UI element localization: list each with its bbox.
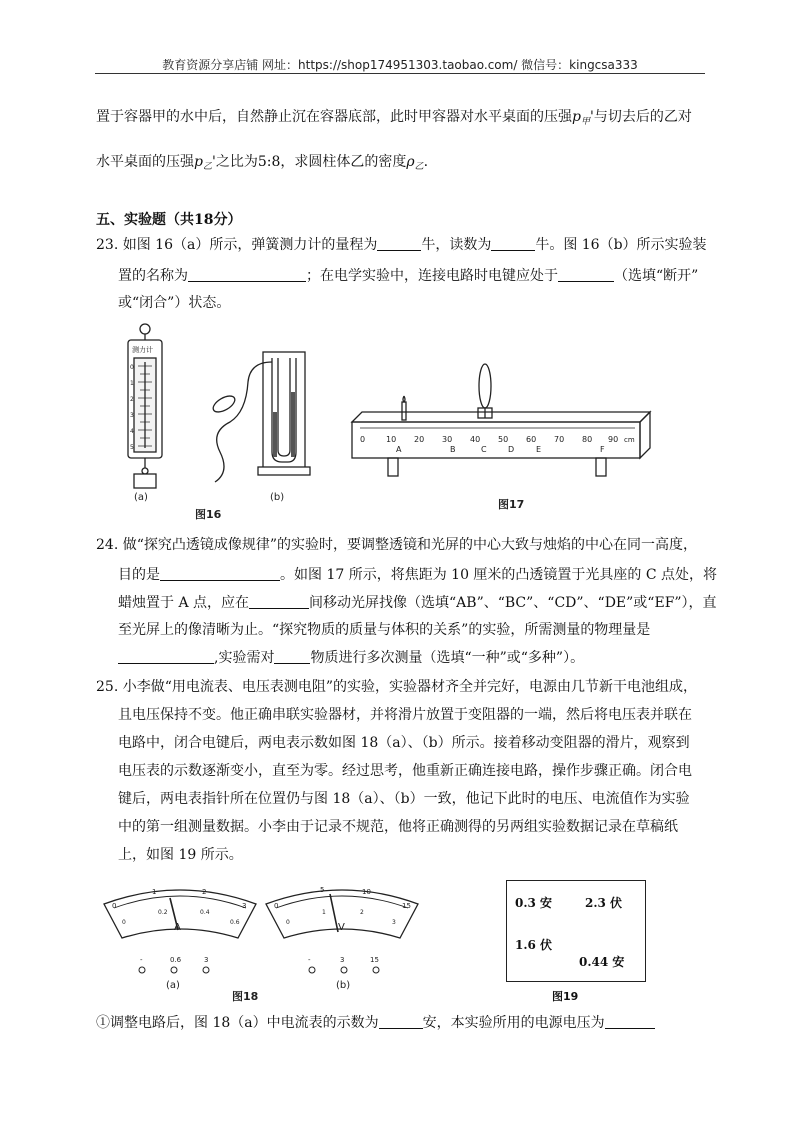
bench-point: C [481,445,487,454]
p-yi-symbol [194,154,212,170]
q25-line-6: 中的第一组测量数据。小李由于记录不规范，他将正确测得的另两组实验数据记录在草稿纸 [118,819,678,835]
bench-tick-label: 0 [360,435,366,444]
scale-tick-label: 0 [130,364,134,371]
answer-blank[interactable] [558,267,614,282]
page-header: 教育资源分享店铺 网址：https://shop174951303.taobao.com/ 微信号：kingcsa333 [162,58,638,72]
q23-text-1a: 23. 如图 16（a）所示，弹簧测力计的量程为 [96,237,378,253]
answer-blank[interactable] [274,649,310,664]
ammeter-outer-label: 0 [112,902,117,910]
bench-tick-label: 10 [386,435,397,444]
fig16-caption: 图16 [195,508,222,521]
q25-line-2: 且电压保持不变。他正确串联实验器材，并将滑片放置于变阻器的一端，然后将电压表并联在 [118,707,692,723]
q25-line-5: 键后，两电表指针所在位置仍与图 18（a）、（b）一致，他记下此时的电压、电流值作为实验 [118,791,690,807]
voltmeter-outer-label: 0 [274,902,279,910]
q25-text-8b: 安，本实验所用的电源电压为 [422,1015,605,1031]
voltmeter-inner-label: 1 [322,909,326,916]
ammeter-terminal-label: - [140,956,143,964]
note-value: 2.3 伏 [585,896,623,910]
ammeter-outer-label: 1 [152,888,157,896]
ammeter-inner-label: 0.6 [230,919,240,926]
bench-tick-label: 80 [582,435,593,444]
answer-blank[interactable] [118,649,214,664]
ammeter-symbol: A [174,922,181,933]
note-value: 0.44 安 [579,955,625,969]
answer-blank[interactable] [379,1014,423,1029]
voltmeter-terminal-label: 3 [340,956,345,964]
fig18b-label: (b) [336,980,351,991]
voltmeter-outer-label: 15 [402,902,411,910]
answer-blank[interactable] [605,1014,655,1029]
q25-text-8a: ①调整电路后，图 18（a）中电流表的示数为 [96,1015,379,1031]
answer-blank[interactable] [160,566,280,581]
scale-tick-label: 3 [130,412,134,419]
ammeter-inner-label: 0.2 [158,909,168,916]
q24-line-2 [118,565,717,585]
fig17-caption: 图17 [498,498,525,511]
bench-point: E [536,445,542,454]
rho-symbol [406,154,423,170]
p-yi-letter: p [194,154,203,170]
bench-tick-label: 40 [470,435,481,444]
bench-tick-label: 30 [442,435,453,444]
q23-text-1b: 牛，读数为 [421,237,492,253]
q25-line-3: 电路中，闭合电键后，两电表示数如图 18（a）、（b）所示。接着移动变阻器的滑片，观察到 [118,735,690,751]
voltmeter-inner-label: 2 [360,909,364,916]
scale-tick-label: 5 [130,444,134,451]
q24-text-3a: 蜡烛置于 A 点，应在 [118,595,250,611]
bench-point: F [600,445,605,454]
ammeter-outer-label: 3 [242,902,247,910]
terminal-icon [309,967,315,973]
q22-text-2b: '之比为5:8，求圆柱体乙的密度 [211,154,407,170]
q23-text-1c: 牛。图 16（b）所示实验装 [535,237,707,253]
q24-text-3b: 间移动光屏找像（选填“AB”、“BC”、“CD”、“DE”或“EF”），直 [309,595,717,611]
fig18a-label: (a) [166,980,180,991]
figure-18 [100,880,420,1005]
answer-blank[interactable] [249,594,309,609]
section-title: 五、实验题（共18分） [96,212,242,228]
bench-point: A [396,445,402,454]
q24-text-5a: ,实验需对 [214,650,275,666]
answer-blank[interactable] [188,267,306,282]
q25-line-7: 上，如图 19 所示。 [118,847,243,863]
bench-tick-label: 70 [554,435,565,444]
fig19-caption: 图19 [552,990,579,1003]
q22-text-1b: '与切去后的乙对 [589,109,692,125]
q23-text-2c: （选填“断开” [614,268,699,284]
q24-line-1: 24. 做“探究凸透镜成像规律”的实验时，要调整透镜和光屏的中心大致与烛焰的中心在同一高度， [96,537,698,553]
scale-tick-label: 2 [130,396,134,403]
ammeter-inner-label: 0 [122,919,126,926]
terminal-icon [373,967,379,973]
answer-blank[interactable] [491,236,535,251]
q25-line-8 [96,1013,655,1033]
ammeter-terminal-label: 3 [204,956,209,964]
q24-text-5b: 物质进行多次测量（选填“一种”或“多种”）。 [310,650,585,666]
q22-text-1a: 置于容器甲的水中后，自然静止沉在容器底部，此时甲容器对水平桌面的压强 [96,109,572,125]
bench-unit: cm [624,436,635,444]
bench-tick-label: 90 [608,435,619,444]
rho-sub: 乙 [414,162,424,172]
voltmeter-outer-label: 10 [362,888,371,896]
voltmeter-terminal-label: 15 [370,956,379,964]
fig16b-label: (b) [270,492,285,503]
terminal-icon [203,967,209,973]
q24-line-5 [118,648,584,668]
terminal-icon [171,967,177,973]
q23-text-2a: 置的名称为 [118,268,188,284]
ammeter-outer-label: 2 [202,888,207,896]
terminal-icon [139,967,145,973]
note-value: 0.3 安 [515,896,553,910]
q23-line-1 [96,235,707,255]
q22-text-2a: 水平桌面的压强 [96,154,194,170]
note-value: 1.6 伏 [515,938,553,952]
q24-text-2b: 。如图 17 所示，将焦距为 10 厘米的凸透镜置于光具座的 C 点处，将 [280,567,718,583]
voltmeter-symbol: V [338,922,345,933]
figure-16 [120,322,330,522]
header-divider [95,73,705,74]
answer-blank[interactable] [377,236,421,251]
q22-text-2c: . [423,154,429,170]
q22-line-2 [96,152,428,177]
optical-bench-drawing [352,364,650,476]
q24-text-2a: 目的是 [118,567,160,583]
fig18-caption: 图18 [232,990,259,1003]
q23-line-2 [118,266,698,286]
bench-tick-label: 50 [498,435,509,444]
figure-19-note [506,880,646,982]
ammeter-inner-label: 0.4 [200,909,210,916]
q23-line-3: 或“闭合”）状态。 [118,295,231,311]
terminal-icon [341,967,347,973]
voltmeter-inner-label: 3 [392,919,396,926]
fig16a-label: (a) [134,492,148,503]
voltmeter-outer-label: 5 [320,886,325,894]
p-jia-sub: 甲 [580,117,590,127]
u-tube-manometer-drawing [211,352,310,482]
q24-line-4: 至光屏上的像清晰为止。“探究物质的质量与体积的关系”的实验，所需测量的物理量是 [118,622,651,638]
p-jia-letter: p [572,109,581,125]
scale-tick-label: 1 [130,380,134,387]
q25-line-1: 25. 小李做“用电流表、电压表测电阻”的实验，实验器材齐全并完好，电源由几节新干电池组成， [96,679,698,695]
q24-line-3 [118,593,717,613]
scale-title: 测力计 [132,346,153,354]
voltmeter-terminal-label: - [308,956,311,964]
bench-point: B [450,445,456,454]
figure-17 [340,360,660,522]
rho-letter: ρ [406,154,415,170]
bench-point: D [508,445,515,454]
q25-line-4: 电压表的示数逐渐变小，直至为零。经过思考，他重新正确连接电路，操作步骤正确。闭合电 [118,763,692,779]
p-yi-sub: 乙 [202,162,212,172]
bench-tick-label: 60 [526,435,537,444]
p-jia-symbol [572,109,590,125]
ammeter-terminal-label: 0.6 [170,956,182,964]
voltmeter-inner-label: 0 [286,919,290,926]
q22-line-1 [96,107,692,132]
scale-tick-label: 4 [130,428,134,435]
bench-tick-label: 20 [414,435,425,444]
q23-text-2b: ；在电学实验中，连接电路时电键应处于 [306,268,558,284]
